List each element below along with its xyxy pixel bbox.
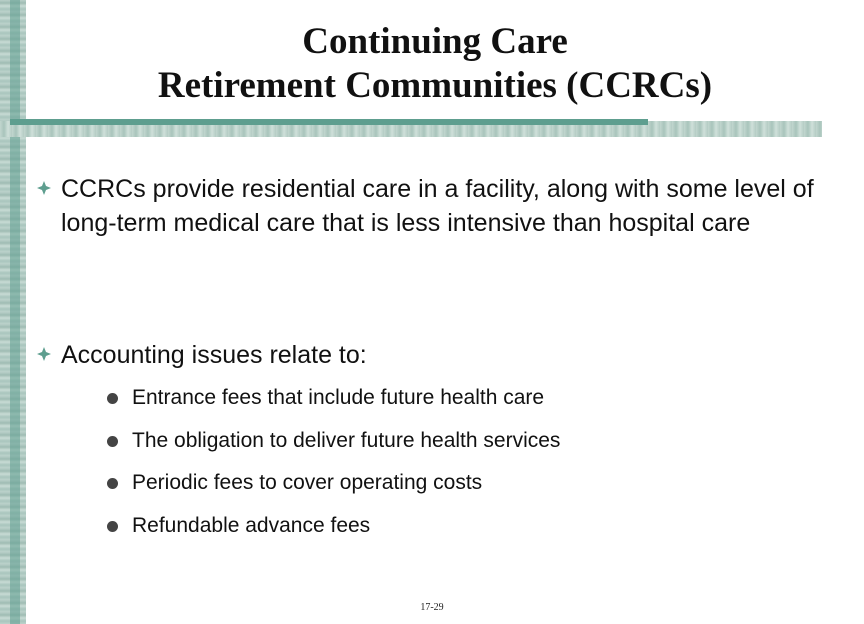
title-line-1: Continuing Care bbox=[302, 21, 568, 62]
bullet-item bbox=[36, 172, 816, 282]
bullet-text: Accounting issues relate to: bbox=[61, 341, 367, 369]
sub-bullet-text: Refundable advance fees bbox=[132, 514, 371, 537]
round-bullet-icon bbox=[107, 521, 118, 532]
page-number: 17-29 bbox=[420, 602, 444, 613]
diamond-bullet-icon bbox=[37, 347, 51, 361]
sub-bullet-text: The obligation to deliver future health services bbox=[132, 429, 561, 452]
round-bullet-icon bbox=[107, 436, 118, 447]
round-bullet-icon bbox=[107, 393, 118, 404]
round-bullet-icon bbox=[107, 478, 118, 489]
diamond-bullet-icon bbox=[37, 181, 51, 195]
sub-bullet-text: Periodic fees to cover operating costs bbox=[132, 471, 483, 494]
bullet-text: CCRCs provide residential care in a facility, along with some level of long-term medical care that is less intensive than hospital care bbox=[61, 175, 814, 237]
sub-bullet-text: Entrance fees that include future health care bbox=[132, 386, 545, 409]
bullet-item bbox=[36, 338, 816, 372]
title-line-2: Retirement Communities (CCRCs) bbox=[157, 65, 713, 106]
